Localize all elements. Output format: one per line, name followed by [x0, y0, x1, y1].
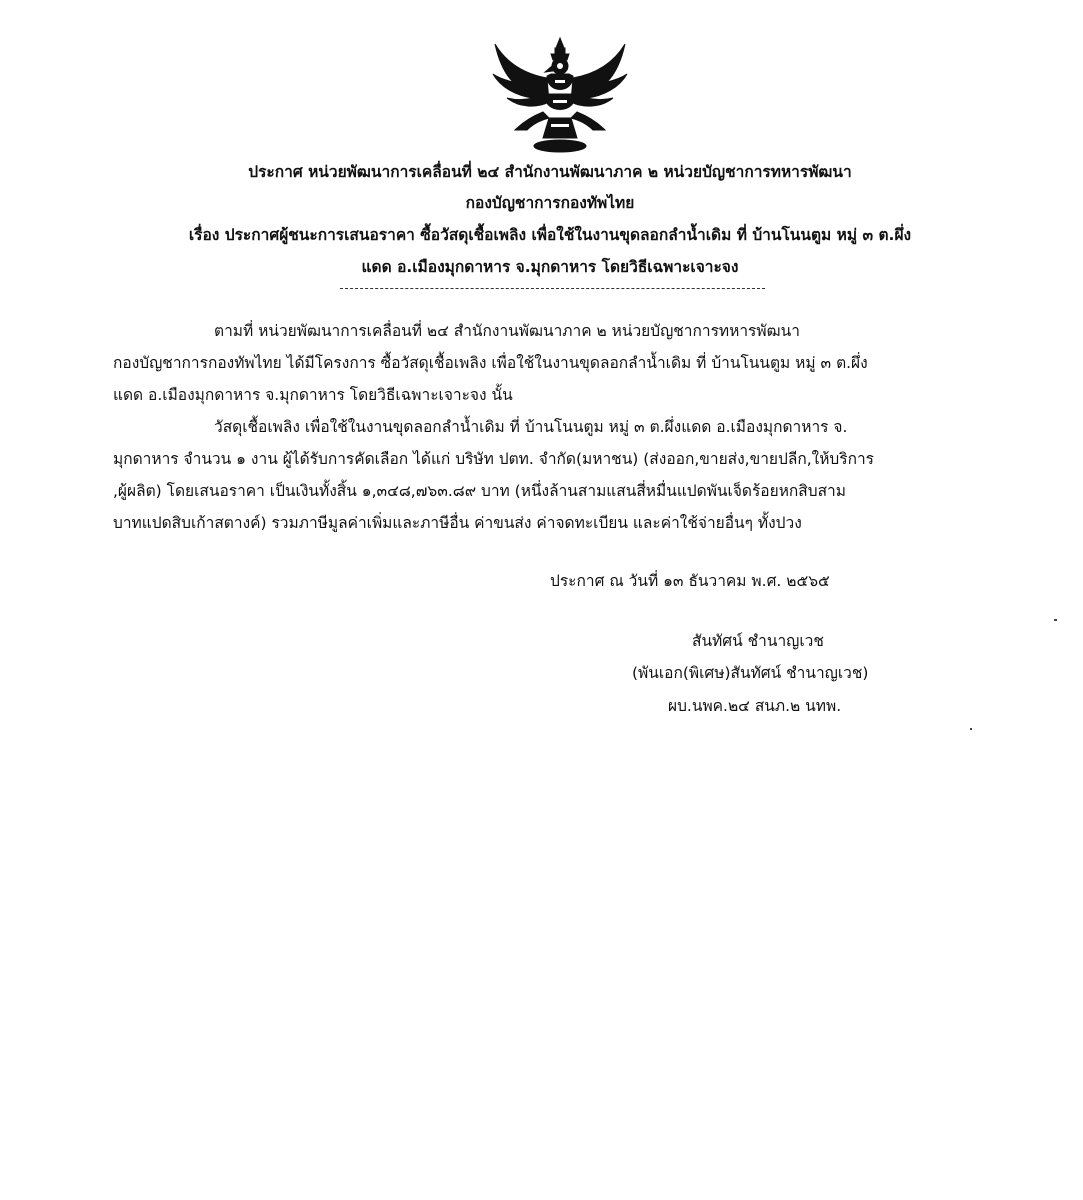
paragraph-1-line-2: กองบัญชาการกองทัพไทย ได้มีโครงการ ซื้อวัสดุเชื้อเพลิง เพื่อใช้ในงานขุดลอกลำน้ำเดิม ที่ บ้านโนนตูม หมู่ ๓ ต.ผึ่ง — [113, 354, 868, 372]
paragraph-2-line-3: ,ผู้ผลิต) โดยเสนอราคา เป็นเงินทั้งสิ้น ๑,๓๔๘,๗๖๓.๘๙ บาท (หนึ่งล้านสามแสนสี่หมื่นแปดพันเจ็ดร้อยหกสิบสาม — [113, 482, 846, 500]
header-line-2: กองบัญชาการกองทัพไทย — [465, 194, 635, 212]
paragraph-1-line-3: แดด อ.เมืองมุกดาหาร จ.มุกดาหาร โดยวิธีเฉพาะเจาะจง นั้น — [113, 386, 513, 404]
scan-speck — [970, 728, 972, 730]
paragraph-2-line-1: วัสดุเชื้อเพลิง เพื่อใช้ในงานขุดลอกลำน้ำเดิม ที่ บ้านโนนตูม หมู่ ๓ ต.ผึ่งแดด อ.เมืองมุกดาหาร จ. — [214, 418, 848, 436]
header-line-1: ประกาศ หน่วยพัฒนาการเคลื่อนที่ ๒๔ สำนักงานพัฒนาภาค ๒ หน่วยบัญชาการทหารพัฒนา — [248, 163, 852, 181]
signatory-full-name: (พันเอก(พิเศษ)สันทัศน์ ชำนาญเวช) — [632, 664, 869, 682]
announcement-date: ประกาศ ณ วันที่ ๑๓ ธันวาคม พ.ศ. ๒๕๖๕ — [550, 572, 830, 590]
header-subject-line-1: เรื่อง ประกาศผู้ชนะการเสนอราคา ซื้อวัสดุเชื้อเพลิง เพื่อใช้ในงานขุดลอกลำน้ำเดิม ที่ บ้านโนนตูม หมู่ ๓ ต.ผึ่ง — [188, 226, 912, 244]
header-subject-line-2: แดด อ.เมืองมุกดาหาร จ.มุกดาหาร โดยวิธีเฉพาะเจาะจง — [361, 258, 739, 276]
paragraph-2-line-2: มุกดาหาร จำนวน ๑ งาน ผู้ได้รับการคัดเลือก ได้แก่ บริษัท ปตท. จำกัด(มหาชน) (ส่งออก,ขายส่ง,ขายปลีก,ให้บริการ — [113, 450, 874, 468]
signature-name: สันทัศน์ ชำนาญเวช — [692, 632, 824, 650]
garuda-emblem-icon — [485, 34, 635, 158]
header-divider — [340, 288, 765, 289]
paragraph-1-line-1: ตามที่ หน่วยพัฒนาการเคลื่อนที่ ๒๔ สำนักงานพัฒนาภาค ๒ หน่วยบัญชาการทหารพัฒนา — [214, 322, 800, 340]
paragraph-2-line-4: บาทแปดสิบเก้าสตางค์) รวมภาษีมูลค่าเพิ่มและภาษีอื่น ค่าขนส่ง ค่าจดทะเบียน และค่าใช้จ่ายอื่นๆ ทั้งปวง — [113, 514, 802, 532]
signatory-position: ผบ.นพค.๒๔ สนภ.๒ นทพ. — [668, 697, 842, 715]
scan-speck — [1054, 619, 1057, 621]
